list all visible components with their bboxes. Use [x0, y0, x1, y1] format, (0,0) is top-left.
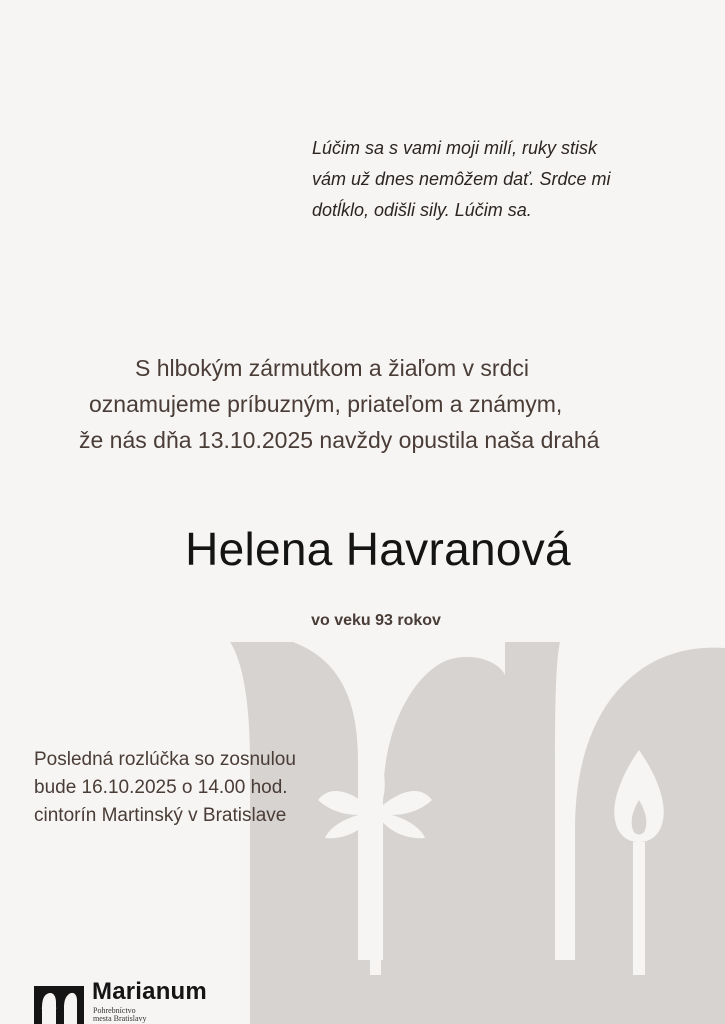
verse-line: dotĺklo, odišli sily. Lúčim sa. [312, 200, 532, 220]
funeral-line: cintorín Martinský v Bratislave [34, 805, 287, 826]
marianum-logo [34, 978, 234, 1024]
marianum-logo-icon [34, 982, 86, 1024]
brand-subtitle [93, 1007, 147, 1023]
announcement-line: oznamujeme príbuzným, priateľom a známym, [89, 391, 563, 417]
brand-subtitle-line: Pohrebníctvo [93, 1006, 136, 1015]
funeral-line: Posledná rozlúčka so zosnulou [34, 749, 296, 770]
funeral-line: bude 16.10.2025 o 14.00 hod. [34, 777, 288, 798]
brand-name: Marianum [92, 978, 207, 1005]
deceased-age: vo veku 93 rokov [311, 612, 441, 629]
announcement-line: S hlbokým zármutkom a žiaľom v srdci [135, 355, 529, 381]
announcement-line: že nás dňa 13.10.2025 navždy opustila naša drahá [79, 427, 600, 453]
verse-line: Lúčim sa s vami moji milí, ruky stisk [312, 138, 598, 158]
funeral-details [34, 746, 354, 830]
farewell-verse [312, 133, 672, 226]
deceased-name: Helena Havranová [185, 523, 571, 575]
verse-line: vám už dnes nemôžem dať. Srdce mi [312, 169, 611, 189]
brand-subtitle-line: mesta Bratislavy [93, 1014, 147, 1023]
